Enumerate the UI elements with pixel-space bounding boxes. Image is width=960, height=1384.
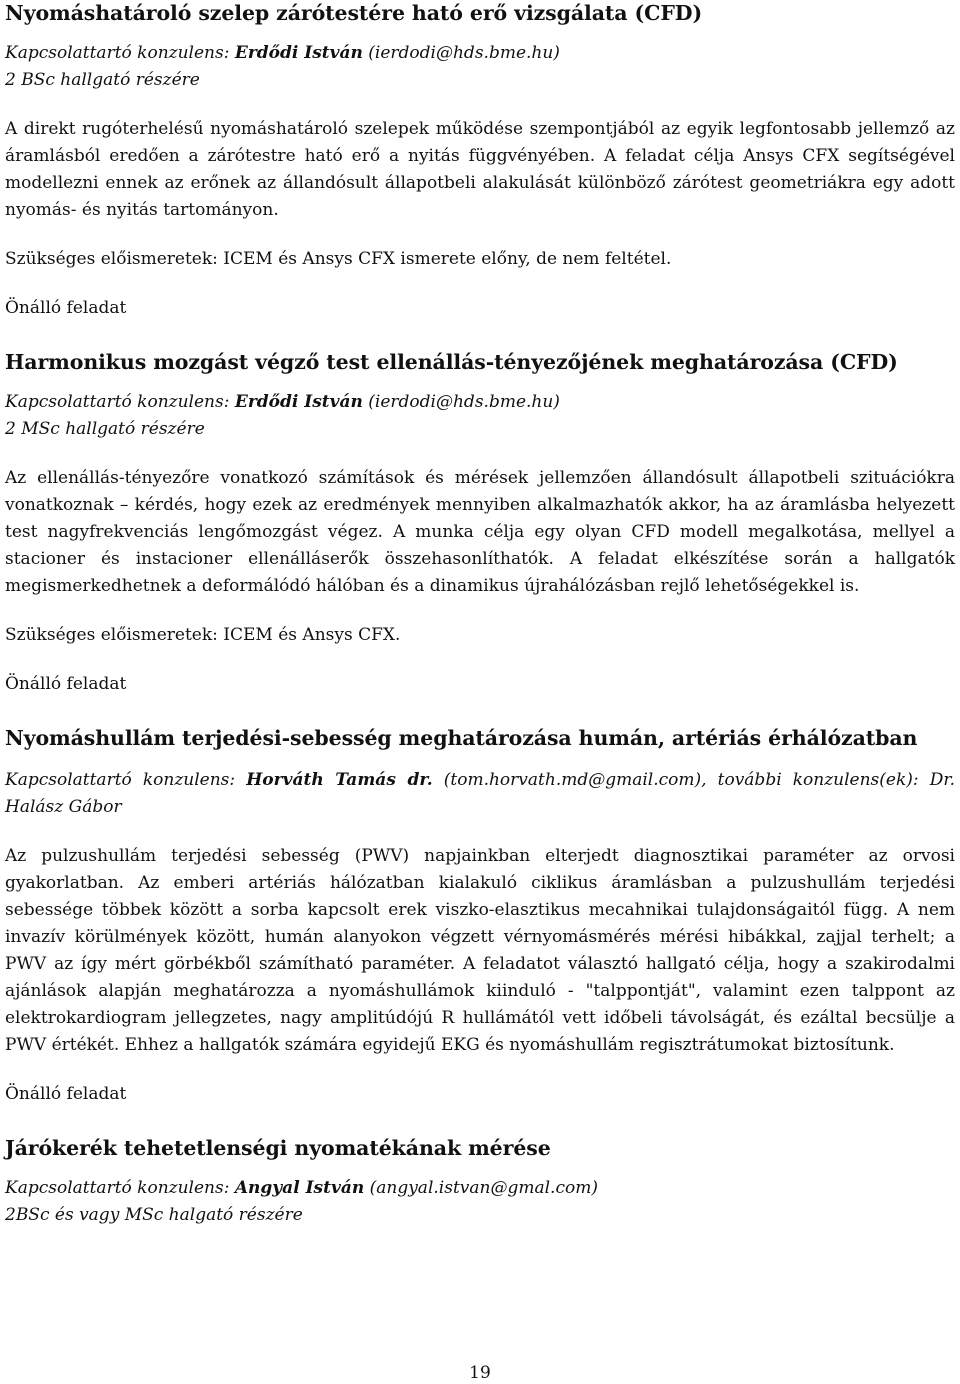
topic-section-2 [5,349,955,698]
prerequisites-line: Szükséges előismeretek: ICEM és Ansys CFX ismerete előny, de nem feltétel. [5,249,672,269]
consultant-name: Erdődi István [234,43,363,63]
consultant-name: Angyal István [234,1178,365,1198]
audience-line: 2 BSc hallgató részére [5,70,200,90]
topic-title: Járókerék tehetetlenségi nyomatékának mérése [5,1136,551,1160]
consultant-email: (tom.horvath.md@gmail.com), további konzulens(ek): Dr. Halász Gábor [5,770,955,817]
topic-section-3 [5,725,955,1108]
consultant-email: (angyal.istvan@gmal.com) [364,1178,598,1198]
consultant-line [5,389,955,416]
consultant-prefix: Kapcsolattartó konzulens: [5,1178,235,1198]
task-type-label: Önálló feladat [5,298,127,318]
task-type-label: Önálló feladat [5,1084,127,1104]
audience-line: 2 MSc hallgató részére [5,419,205,439]
audience-line: 2BSc és vagy MSc halgató részére [5,1205,303,1225]
consultant-prefix: Kapcsolattartó konzulens: [5,392,235,412]
consultant-line [5,767,955,821]
document-page [5,0,955,1229]
topic-description: A direkt rugóterhelésű nyomáshatároló szelepek működése szempontjából az egyik legfontosabb jellemző az áramlásból eredően a zárótestre ható erő a nyitás függvényében. A feladat célja Ansys CFX segítségével modellezni ennek az erőnek az állandósult állapotbeli alakulását különböző zárótest geometriákra egy adott nyomás- és nyitás tartományon. [5,119,955,220]
prerequisites-line: Szükséges előismeretek: ICEM és Ansys CFX. [5,625,401,645]
topic-section-4 [5,1135,955,1229]
topic-section-1 [5,0,955,322]
consultant-email: (ierdodi@hds.bme.hu) [362,392,560,412]
consultant-line [5,40,955,67]
consultant-prefix: Kapcsolattartó konzulens: [5,43,235,63]
consultant-name: Horváth Tamás dr. [246,770,433,790]
task-type-label: Önálló feladat [5,674,127,694]
topic-title: Harmonikus mozgást végző test ellenállás-tényezőjének meghatározása (CFD) [5,350,898,374]
topic-description: Az pulzushullám terjedési sebesség (PWV) napjainkban elterjedt diagnosztikai paraméter az orvosi gyakorlatban. Az emberi artériás hálózatban kialakuló ciklikus áramlásban a pulzushullám terjedési sebessége többek között a sorba kapcsolt erek viszko-elasztikus mecahnikai tulajdonságaitól függ. A nem invazív körülmények között, humán alanyokon végzett vérnyomásmérés mérési hibákkal, zajjal terhelt; a PWV az így mért görbékből számítható paraméter. A feladatot választó hallgató célja, hogy a szakirodalmi ajánlások alapján meghatározza a nyomáshullámok kiinduló - "talppontját", valamint ezen talppont az elektrokardiogram jellegzetes, nagy amplitúdójú R hullámától vett időbeli távolságát, és ezáltal becsülje a PWV értékét. Ehhez a hallgatók számára egyidejű EKG és nyomáshullám regisztrátumokat biztosítunk. [5,846,955,1055]
consultant-line [5,1175,955,1202]
consultant-prefix: Kapcsolattartó konzulens: [5,770,247,790]
topic-description: Az ellenállás-tényezőre vonatkozó számítások és mérések jellemzően állandósult állapotbeli szituációkra vonatkoznak – kérdés, hogy ezek az eredmények mennyiben alkalmazhatók akkor, ha az áramlásba helyezett test nagyfrekvenciás lengőmozgást végez. A munka célja egy olyan CFD modell megalkotása, mellyel a stacioner és instacioner ellenálláserők összehasonlíthatók. A feladat elkészítése során a hallgatók megismerkedhetnek a deformálódó hálóban és a dinamikus újrahálózásban rejlő lehetőségekkel is. [5,468,955,596]
consultant-email: (ierdodi@hds.bme.hu) [362,43,560,63]
consultant-name: Erdődi István [234,392,363,412]
page-number: 19 [469,1363,491,1383]
topic-title: Nyomáshullám terjedési-sebesség meghatározása humán, artériás érhálózatban [5,726,918,750]
topic-title: Nyomáshatároló szelep zárótestére ható erő vizsgálata (CFD) [5,1,703,25]
